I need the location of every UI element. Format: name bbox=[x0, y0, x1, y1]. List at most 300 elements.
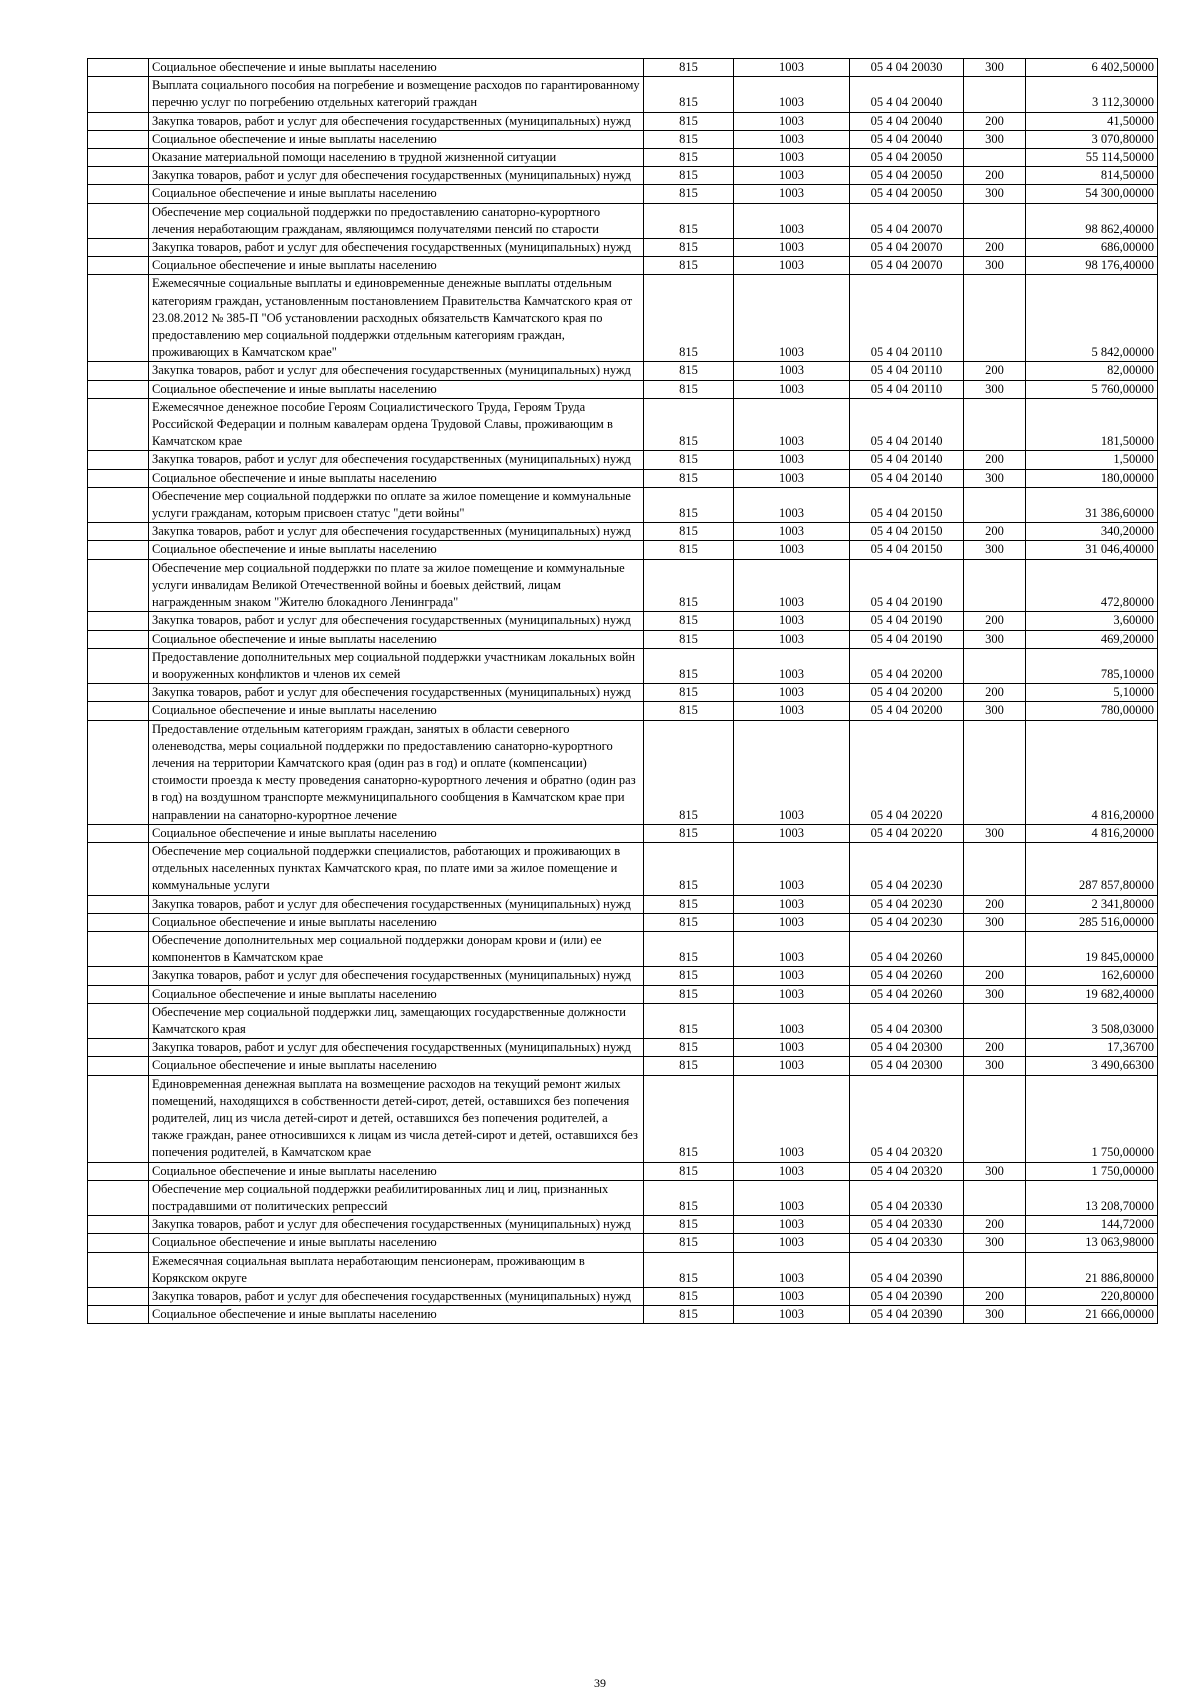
row-grbs-cell: 815 bbox=[644, 612, 734, 630]
row-section-cell: 1003 bbox=[734, 1003, 850, 1038]
row-section-cell: 1003 bbox=[734, 167, 850, 185]
row-section-cell: 1003 bbox=[734, 559, 850, 612]
row-name-cell: Обеспечение мер социальной поддержки реабилитированных лиц и лиц, признанных пострадавшими от политических репрессий bbox=[149, 1180, 644, 1215]
row-vr-cell: 300 bbox=[964, 380, 1026, 398]
row-vr-cell bbox=[964, 1252, 1026, 1287]
table-row bbox=[88, 59, 1158, 77]
row-vr-cell: 200 bbox=[964, 362, 1026, 380]
row-grbs-cell: 815 bbox=[644, 720, 734, 824]
row-name-cell: Закупка товаров, работ и услуг для обеспечения государственных (муниципальных) нужд bbox=[149, 1039, 644, 1057]
table-row bbox=[88, 1252, 1158, 1287]
row-blank-cell bbox=[88, 149, 149, 167]
row-name-cell: Закупка товаров, работ и услуг для обеспечения государственных (муниципальных) нужд bbox=[149, 112, 644, 130]
row-csr-cell: 05 4 04 20260 bbox=[850, 985, 964, 1003]
row-vr-cell: 300 bbox=[964, 130, 1026, 148]
row-blank-cell bbox=[88, 59, 149, 77]
row-amount-cell: 31 046,40000 bbox=[1026, 541, 1158, 559]
row-name-cell: Закупка товаров, работ и услуг для обеспечения государственных (муниципальных) нужд bbox=[149, 523, 644, 541]
table-row bbox=[88, 1180, 1158, 1215]
row-amount-cell: 181,50000 bbox=[1026, 398, 1158, 451]
row-name-cell: Обеспечение мер социальной поддержки по плате за жилое помещение и коммунальные услуги инвалидам Великой Отечественной войны и боевых действий, лицам награжденным знаком "Жителю блокадного Ленинграда" bbox=[149, 559, 644, 612]
row-blank-cell bbox=[88, 77, 149, 112]
row-blank-cell bbox=[88, 630, 149, 648]
row-amount-cell: 55 114,50000 bbox=[1026, 149, 1158, 167]
row-csr-cell: 05 4 04 20200 bbox=[850, 702, 964, 720]
row-blank-cell bbox=[88, 130, 149, 148]
row-amount-cell: 54 300,00000 bbox=[1026, 185, 1158, 203]
row-blank-cell bbox=[88, 1234, 149, 1252]
row-grbs-cell: 815 bbox=[644, 451, 734, 469]
row-blank-cell bbox=[88, 112, 149, 130]
row-amount-cell: 3 112,30000 bbox=[1026, 77, 1158, 112]
row-section-cell: 1003 bbox=[734, 985, 850, 1003]
row-grbs-cell: 815 bbox=[644, 469, 734, 487]
table-row bbox=[88, 239, 1158, 257]
row-vr-cell: 300 bbox=[964, 541, 1026, 559]
row-vr-cell bbox=[964, 275, 1026, 362]
table-row bbox=[88, 203, 1158, 238]
row-vr-cell: 200 bbox=[964, 895, 1026, 913]
row-blank-cell bbox=[88, 1288, 149, 1306]
row-csr-cell: 05 4 04 20050 bbox=[850, 167, 964, 185]
row-section-cell: 1003 bbox=[734, 1252, 850, 1287]
row-amount-cell: 3,60000 bbox=[1026, 612, 1158, 630]
row-section-cell: 1003 bbox=[734, 967, 850, 985]
row-name-cell: Единовременная денежная выплата на возмещение расходов на текущий ремонт жилых помещений, находящихся в собственности детей-сирот, детей, оставшихся без попечения родителей, лиц из числа детей-сирот и детей, оставшихся без попечения родителей, а также граждан, ранее относившихся к лицам из числа детей-сирот и детей, оставшихся без попечения родителей, в Камчатском крае bbox=[149, 1075, 644, 1162]
row-amount-cell: 1,50000 bbox=[1026, 451, 1158, 469]
row-amount-cell: 340,20000 bbox=[1026, 523, 1158, 541]
row-amount-cell: 285 516,00000 bbox=[1026, 913, 1158, 931]
row-amount-cell: 144,72000 bbox=[1026, 1216, 1158, 1234]
table-row bbox=[88, 451, 1158, 469]
table-row bbox=[88, 648, 1158, 683]
row-csr-cell: 05 4 04 20110 bbox=[850, 380, 964, 398]
row-name-cell: Обеспечение дополнительных мер социальной поддержки донорам крови и (или) ее компонентов в Камчатском крае bbox=[149, 931, 644, 966]
table-row bbox=[88, 469, 1158, 487]
table-row bbox=[88, 1288, 1158, 1306]
row-amount-cell: 469,20000 bbox=[1026, 630, 1158, 648]
row-name-cell: Предоставление отдельным категориям граждан, занятых в области северного оленеводства, меры социальной поддержки по предоставлению санаторно-курортного лечения на территории Камчатского края (один раз в год) и оплате (компенсации) стоимости проезда к месту проведения санаторно-курортного лечения и обратно (один раз в год) на воздушном транспорте межмуниципального сообщения в Камчатском крае при направлении на санаторно-курортное лечение bbox=[149, 720, 644, 824]
table-row bbox=[88, 1039, 1158, 1057]
row-vr-cell: 200 bbox=[964, 612, 1026, 630]
row-amount-cell: 21 886,80000 bbox=[1026, 1252, 1158, 1287]
row-amount-cell: 19 845,00000 bbox=[1026, 931, 1158, 966]
table-row bbox=[88, 149, 1158, 167]
row-csr-cell: 05 4 04 20220 bbox=[850, 824, 964, 842]
row-amount-cell: 4 816,20000 bbox=[1026, 824, 1158, 842]
row-name-cell: Закупка товаров, работ и услуг для обеспечения государственных (муниципальных) нужд bbox=[149, 1216, 644, 1234]
row-vr-cell: 200 bbox=[964, 451, 1026, 469]
row-blank-cell bbox=[88, 702, 149, 720]
row-blank-cell bbox=[88, 398, 149, 451]
row-vr-cell: 300 bbox=[964, 824, 1026, 842]
row-section-cell: 1003 bbox=[734, 77, 850, 112]
row-blank-cell bbox=[88, 824, 149, 842]
row-blank-cell bbox=[88, 559, 149, 612]
row-name-cell: Закупка товаров, работ и услуг для обеспечения государственных (муниципальных) нужд bbox=[149, 451, 644, 469]
row-blank-cell bbox=[88, 1039, 149, 1057]
row-name-cell: Социальное обеспечение и иные выплаты населению bbox=[149, 59, 644, 77]
row-amount-cell: 780,00000 bbox=[1026, 702, 1158, 720]
table-row bbox=[88, 1234, 1158, 1252]
row-section-cell: 1003 bbox=[734, 362, 850, 380]
row-csr-cell: 05 4 04 20070 bbox=[850, 203, 964, 238]
row-csr-cell: 05 4 04 20260 bbox=[850, 967, 964, 985]
row-grbs-cell: 815 bbox=[644, 362, 734, 380]
row-section-cell: 1003 bbox=[734, 1306, 850, 1324]
table-row bbox=[88, 1057, 1158, 1075]
row-amount-cell: 17,36700 bbox=[1026, 1039, 1158, 1057]
row-name-cell: Обеспечение мер социальной поддержки по оплате за жилое помещение и коммунальные услуги гражданам, которым присвоен статус "дети войны" bbox=[149, 487, 644, 522]
row-grbs-cell: 815 bbox=[644, 239, 734, 257]
table-row bbox=[88, 559, 1158, 612]
row-name-cell: Ежемесячная социальная выплата неработающим пенсионерам, проживающим в Корякском округе bbox=[149, 1252, 644, 1287]
row-csr-cell: 05 4 04 20190 bbox=[850, 630, 964, 648]
table-row bbox=[88, 985, 1158, 1003]
row-blank-cell bbox=[88, 895, 149, 913]
row-vr-cell: 300 bbox=[964, 1057, 1026, 1075]
row-name-cell: Закупка товаров, работ и услуг для обеспечения государственных (муниципальных) нужд bbox=[149, 612, 644, 630]
row-grbs-cell: 815 bbox=[644, 487, 734, 522]
row-vr-cell bbox=[964, 1180, 1026, 1215]
row-grbs-cell: 815 bbox=[644, 1162, 734, 1180]
row-blank-cell bbox=[88, 967, 149, 985]
table-row bbox=[88, 487, 1158, 522]
row-vr-cell: 300 bbox=[964, 630, 1026, 648]
row-csr-cell: 05 4 04 20230 bbox=[850, 842, 964, 895]
page-number: 39 bbox=[594, 1676, 606, 1690]
row-csr-cell: 05 4 04 20150 bbox=[850, 541, 964, 559]
row-name-cell: Обеспечение мер социальной поддержки по предоставлению санаторно-курортного лечения неработающим гражданам, являющимся получателями пенсий по старости bbox=[149, 203, 644, 238]
table-row bbox=[88, 895, 1158, 913]
row-blank-cell bbox=[88, 1306, 149, 1324]
row-vr-cell: 300 bbox=[964, 985, 1026, 1003]
row-section-cell: 1003 bbox=[734, 720, 850, 824]
row-csr-cell: 05 4 04 20330 bbox=[850, 1180, 964, 1215]
row-amount-cell: 98 176,40000 bbox=[1026, 257, 1158, 275]
row-name-cell: Закупка товаров, работ и услуг для обеспечения государственных (муниципальных) нужд bbox=[149, 167, 644, 185]
row-grbs-cell: 815 bbox=[644, 167, 734, 185]
table-row bbox=[88, 913, 1158, 931]
row-name-cell: Социальное обеспечение и иные выплаты населению bbox=[149, 541, 644, 559]
row-blank-cell bbox=[88, 380, 149, 398]
row-section-cell: 1003 bbox=[734, 523, 850, 541]
row-vr-cell: 200 bbox=[964, 967, 1026, 985]
row-grbs-cell: 815 bbox=[644, 275, 734, 362]
row-vr-cell bbox=[964, 931, 1026, 966]
row-vr-cell: 200 bbox=[964, 1288, 1026, 1306]
row-blank-cell bbox=[88, 1057, 149, 1075]
table-row bbox=[88, 842, 1158, 895]
row-csr-cell: 05 4 04 20050 bbox=[850, 185, 964, 203]
row-section-cell: 1003 bbox=[734, 541, 850, 559]
row-csr-cell: 05 4 04 20070 bbox=[850, 257, 964, 275]
table-row bbox=[88, 257, 1158, 275]
row-blank-cell bbox=[88, 257, 149, 275]
row-amount-cell: 2 341,80000 bbox=[1026, 895, 1158, 913]
row-grbs-cell: 815 bbox=[644, 1057, 734, 1075]
row-csr-cell: 05 4 04 20260 bbox=[850, 931, 964, 966]
row-blank-cell bbox=[88, 648, 149, 683]
row-amount-cell: 13 063,98000 bbox=[1026, 1234, 1158, 1252]
row-blank-cell bbox=[88, 1252, 149, 1287]
table-row bbox=[88, 931, 1158, 966]
row-amount-cell: 180,00000 bbox=[1026, 469, 1158, 487]
table-row bbox=[88, 130, 1158, 148]
row-csr-cell: 05 4 04 20230 bbox=[850, 913, 964, 931]
row-name-cell: Закупка товаров, работ и услуг для обеспечения государственных (муниципальных) нужд bbox=[149, 362, 644, 380]
row-name-cell: Закупка товаров, работ и услуг для обеспечения государственных (муниципальных) нужд bbox=[149, 684, 644, 702]
row-blank-cell bbox=[88, 523, 149, 541]
row-name-cell: Социальное обеспечение и иные выплаты населению bbox=[149, 257, 644, 275]
row-blank-cell bbox=[88, 1180, 149, 1215]
row-blank-cell bbox=[88, 684, 149, 702]
row-vr-cell bbox=[964, 648, 1026, 683]
row-csr-cell: 05 4 04 20200 bbox=[850, 684, 964, 702]
row-section-cell: 1003 bbox=[734, 630, 850, 648]
table-row bbox=[88, 185, 1158, 203]
row-vr-cell: 300 bbox=[964, 257, 1026, 275]
row-grbs-cell: 815 bbox=[644, 257, 734, 275]
row-section-cell: 1003 bbox=[734, 931, 850, 966]
row-grbs-cell: 815 bbox=[644, 1306, 734, 1324]
row-name-cell: Ежемесячные социальные выплаты и единовременные денежные выплаты отдельным категориям граждан, установленным постановлением Правительства Камчатского края от 23.08.2012 № 385-П "Об установлении расходных обязательств Камчатского края по предоставлению мер социальной поддержки отдельным категориям граждан, проживающих в Камчатском крае" bbox=[149, 275, 644, 362]
row-csr-cell: 05 4 04 20140 bbox=[850, 451, 964, 469]
row-name-cell: Социальное обеспечение и иные выплаты населению bbox=[149, 630, 644, 648]
row-section-cell: 1003 bbox=[734, 1057, 850, 1075]
row-amount-cell: 6 402,50000 bbox=[1026, 59, 1158, 77]
row-blank-cell bbox=[88, 931, 149, 966]
row-grbs-cell: 815 bbox=[644, 541, 734, 559]
row-csr-cell: 05 4 04 20150 bbox=[850, 523, 964, 541]
row-blank-cell bbox=[88, 842, 149, 895]
row-amount-cell: 162,60000 bbox=[1026, 967, 1158, 985]
row-grbs-cell: 815 bbox=[644, 130, 734, 148]
row-vr-cell: 200 bbox=[964, 523, 1026, 541]
row-grbs-cell: 815 bbox=[644, 77, 734, 112]
table-row bbox=[88, 77, 1158, 112]
row-name-cell: Предоставление дополнительных мер социальной поддержки участникам локальных войн и вооруженных конфликтов и членов их семей bbox=[149, 648, 644, 683]
row-grbs-cell: 815 bbox=[644, 149, 734, 167]
row-amount-cell: 3 508,03000 bbox=[1026, 1003, 1158, 1038]
row-grbs-cell: 815 bbox=[644, 985, 734, 1003]
row-blank-cell bbox=[88, 1216, 149, 1234]
row-vr-cell: 200 bbox=[964, 112, 1026, 130]
row-grbs-cell: 815 bbox=[644, 931, 734, 966]
row-section-cell: 1003 bbox=[734, 112, 850, 130]
row-name-cell: Социальное обеспечение и иные выплаты населению bbox=[149, 380, 644, 398]
row-vr-cell bbox=[964, 77, 1026, 112]
row-grbs-cell: 815 bbox=[644, 648, 734, 683]
row-grbs-cell: 815 bbox=[644, 824, 734, 842]
row-grbs-cell: 815 bbox=[644, 1180, 734, 1215]
row-blank-cell bbox=[88, 913, 149, 931]
row-section-cell: 1003 bbox=[734, 469, 850, 487]
row-name-cell: Выплата социального пособия на погребение и возмещение расходов по гарантированному перечню услуг по погребению отдельных категорий граждан bbox=[149, 77, 644, 112]
table-row bbox=[88, 684, 1158, 702]
row-name-cell: Социальное обеспечение и иные выплаты населению bbox=[149, 1162, 644, 1180]
row-name-cell: Социальное обеспечение и иные выплаты населению bbox=[149, 913, 644, 931]
row-vr-cell: 300 bbox=[964, 1234, 1026, 1252]
row-csr-cell: 05 4 04 20230 bbox=[850, 895, 964, 913]
row-csr-cell: 05 4 04 20190 bbox=[850, 612, 964, 630]
row-vr-cell: 200 bbox=[964, 239, 1026, 257]
row-vr-cell: 300 bbox=[964, 913, 1026, 931]
row-csr-cell: 05 4 04 20390 bbox=[850, 1252, 964, 1287]
row-vr-cell: 300 bbox=[964, 702, 1026, 720]
table-row bbox=[88, 1003, 1158, 1038]
row-vr-cell: 300 bbox=[964, 1162, 1026, 1180]
table-row bbox=[88, 612, 1158, 630]
row-section-cell: 1003 bbox=[734, 1216, 850, 1234]
row-name-cell: Социальное обеспечение и иные выплаты населению bbox=[149, 130, 644, 148]
row-section-cell: 1003 bbox=[734, 398, 850, 451]
row-vr-cell: 200 bbox=[964, 1039, 1026, 1057]
row-blank-cell bbox=[88, 451, 149, 469]
table-row bbox=[88, 167, 1158, 185]
row-vr-cell: 200 bbox=[964, 684, 1026, 702]
row-name-cell: Обеспечение мер социальной поддержки лиц, замещающих государственные должности Камчатского края bbox=[149, 1003, 644, 1038]
row-section-cell: 1003 bbox=[734, 1288, 850, 1306]
row-name-cell: Социальное обеспечение и иные выплаты населению bbox=[149, 824, 644, 842]
row-grbs-cell: 815 bbox=[644, 702, 734, 720]
row-grbs-cell: 815 bbox=[644, 185, 734, 203]
table-row bbox=[88, 362, 1158, 380]
row-grbs-cell: 815 bbox=[644, 1003, 734, 1038]
row-blank-cell bbox=[88, 1162, 149, 1180]
row-csr-cell: 05 4 04 20220 bbox=[850, 720, 964, 824]
row-section-cell: 1003 bbox=[734, 612, 850, 630]
table-row bbox=[88, 398, 1158, 451]
row-grbs-cell: 815 bbox=[644, 1075, 734, 1162]
row-vr-cell bbox=[964, 398, 1026, 451]
row-grbs-cell: 815 bbox=[644, 203, 734, 238]
row-section-cell: 1003 bbox=[734, 702, 850, 720]
row-name-cell: Социальное обеспечение и иные выплаты населению bbox=[149, 1234, 644, 1252]
table-row bbox=[88, 380, 1158, 398]
row-grbs-cell: 815 bbox=[644, 895, 734, 913]
row-csr-cell: 05 4 04 20030 bbox=[850, 59, 964, 77]
row-grbs-cell: 815 bbox=[644, 398, 734, 451]
row-grbs-cell: 815 bbox=[644, 1216, 734, 1234]
row-csr-cell: 05 4 04 20040 bbox=[850, 77, 964, 112]
row-section-cell: 1003 bbox=[734, 275, 850, 362]
row-csr-cell: 05 4 04 20320 bbox=[850, 1075, 964, 1162]
row-vr-cell bbox=[964, 149, 1026, 167]
row-blank-cell bbox=[88, 362, 149, 380]
row-section-cell: 1003 bbox=[734, 684, 850, 702]
row-amount-cell: 19 682,40000 bbox=[1026, 985, 1158, 1003]
row-amount-cell: 98 862,40000 bbox=[1026, 203, 1158, 238]
row-vr-cell bbox=[964, 203, 1026, 238]
row-csr-cell: 05 4 04 20320 bbox=[850, 1162, 964, 1180]
row-blank-cell bbox=[88, 541, 149, 559]
table-row bbox=[88, 112, 1158, 130]
table-row bbox=[88, 275, 1158, 362]
budget-table bbox=[87, 58, 1158, 1324]
row-name-cell: Закупка товаров, работ и услуг для обеспечения государственных (муниципальных) нужд bbox=[149, 239, 644, 257]
row-section-cell: 1003 bbox=[734, 487, 850, 522]
row-name-cell: Обеспечение мер социальной поддержки специалистов, работающих и проживающих в отдельных населенных пунктах Камчатского края, по плате ими за жилое помещение и коммунальные услуги bbox=[149, 842, 644, 895]
row-section-cell: 1003 bbox=[734, 185, 850, 203]
row-blank-cell bbox=[88, 1003, 149, 1038]
row-grbs-cell: 815 bbox=[644, 630, 734, 648]
row-vr-cell: 300 bbox=[964, 59, 1026, 77]
row-grbs-cell: 815 bbox=[644, 1039, 734, 1057]
row-amount-cell: 21 666,00000 bbox=[1026, 1306, 1158, 1324]
row-section-cell: 1003 bbox=[734, 203, 850, 238]
row-csr-cell: 05 4 04 20190 bbox=[850, 559, 964, 612]
row-csr-cell: 05 4 04 20300 bbox=[850, 1039, 964, 1057]
row-grbs-cell: 815 bbox=[644, 523, 734, 541]
row-name-cell: Оказание материальной помощи населению в трудной жизненной ситуации bbox=[149, 149, 644, 167]
row-csr-cell: 05 4 04 20330 bbox=[850, 1234, 964, 1252]
row-amount-cell: 1 750,00000 bbox=[1026, 1075, 1158, 1162]
row-vr-cell bbox=[964, 720, 1026, 824]
table-row bbox=[88, 720, 1158, 824]
row-section-cell: 1003 bbox=[734, 1180, 850, 1215]
table-row bbox=[88, 630, 1158, 648]
row-name-cell: Социальное обеспечение и иные выплаты населению bbox=[149, 1057, 644, 1075]
row-name-cell: Социальное обеспечение и иные выплаты населению bbox=[149, 185, 644, 203]
row-csr-cell: 05 4 04 20050 bbox=[850, 149, 964, 167]
row-vr-cell bbox=[964, 1003, 1026, 1038]
row-section-cell: 1003 bbox=[734, 130, 850, 148]
row-section-cell: 1003 bbox=[734, 824, 850, 842]
row-vr-cell: 200 bbox=[964, 1216, 1026, 1234]
row-csr-cell: 05 4 04 20040 bbox=[850, 130, 964, 148]
row-amount-cell: 686,00000 bbox=[1026, 239, 1158, 257]
row-grbs-cell: 815 bbox=[644, 684, 734, 702]
row-name-cell: Социальное обеспечение и иные выплаты населению bbox=[149, 469, 644, 487]
row-blank-cell bbox=[88, 185, 149, 203]
row-name-cell: Социальное обеспечение и иные выплаты населению bbox=[149, 702, 644, 720]
row-section-cell: 1003 bbox=[734, 648, 850, 683]
row-section-cell: 1003 bbox=[734, 257, 850, 275]
row-csr-cell: 05 4 04 20040 bbox=[850, 112, 964, 130]
row-amount-cell: 287 857,80000 bbox=[1026, 842, 1158, 895]
row-amount-cell: 13 208,70000 bbox=[1026, 1180, 1158, 1215]
row-amount-cell: 5 842,00000 bbox=[1026, 275, 1158, 362]
row-name-cell: Социальное обеспечение и иные выплаты населению bbox=[149, 1306, 644, 1324]
row-csr-cell: 05 4 04 20140 bbox=[850, 398, 964, 451]
row-name-cell: Социальное обеспечение и иные выплаты населению bbox=[149, 985, 644, 1003]
table-row bbox=[88, 702, 1158, 720]
row-vr-cell: 200 bbox=[964, 167, 1026, 185]
table-row bbox=[88, 1162, 1158, 1180]
row-amount-cell: 5 760,00000 bbox=[1026, 380, 1158, 398]
row-blank-cell bbox=[88, 985, 149, 1003]
row-section-cell: 1003 bbox=[734, 59, 850, 77]
row-blank-cell bbox=[88, 275, 149, 362]
row-section-cell: 1003 bbox=[734, 149, 850, 167]
row-vr-cell: 300 bbox=[964, 1306, 1026, 1324]
row-grbs-cell: 815 bbox=[644, 59, 734, 77]
row-blank-cell bbox=[88, 487, 149, 522]
table-row bbox=[88, 1306, 1158, 1324]
row-amount-cell: 220,80000 bbox=[1026, 1288, 1158, 1306]
row-grbs-cell: 815 bbox=[644, 112, 734, 130]
row-section-cell: 1003 bbox=[734, 380, 850, 398]
row-amount-cell: 82,00000 bbox=[1026, 362, 1158, 380]
row-blank-cell bbox=[88, 612, 149, 630]
row-csr-cell: 05 4 04 20110 bbox=[850, 275, 964, 362]
row-grbs-cell: 815 bbox=[644, 1234, 734, 1252]
row-amount-cell: 3 490,66300 bbox=[1026, 1057, 1158, 1075]
row-name-cell: Ежемесячное денежное пособие Героям Социалистического Труда, Героям Труда Российской Федерации и полным кавалерам ордена Трудовой Славы, проживающим в Камчатском крае bbox=[149, 398, 644, 451]
row-name-cell: Закупка товаров, работ и услуг для обеспечения государственных (муниципальных) нужд bbox=[149, 895, 644, 913]
row-blank-cell bbox=[88, 239, 149, 257]
